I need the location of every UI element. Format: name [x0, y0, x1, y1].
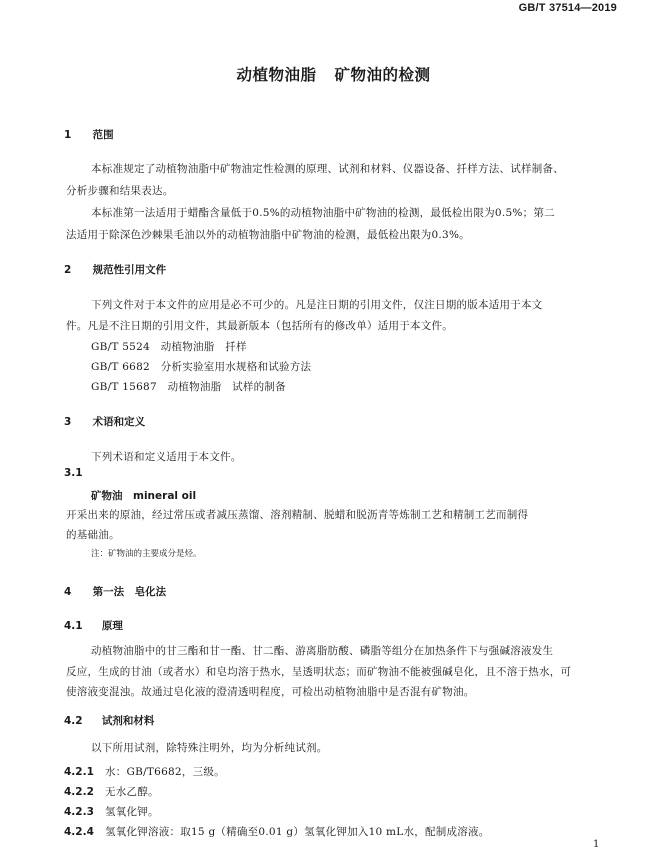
reference-item: GB/T 15687 动植物油脂 试样的制备 [91, 381, 286, 393]
reference-item: GB/T 5524 动植物油脂 扦样 [91, 341, 247, 353]
section-1-heading [64, 127, 114, 142]
item-number: 4.2.1 [64, 766, 94, 778]
paragraph-line: 以下所用试剂，除特殊注明外，均为分析纯试剂。 [91, 742, 328, 754]
list-item [64, 760, 225, 779]
section-number: 4.1 [64, 620, 83, 632]
paragraph-line: 使溶液变混浊。故通过皂化液的澄清透明程度，可检出动植物油脂中是否混有矿物油。 [66, 686, 475, 698]
item-text: 氢氧化钾。 [105, 806, 159, 818]
section-title: 原理 [101, 620, 123, 632]
subsection-number: 3.1 [64, 467, 83, 479]
section-number: 3 [64, 416, 72, 428]
section-2-heading [64, 262, 166, 277]
title-part-2: 矿物油的检测 [334, 66, 431, 84]
paragraph-line: 动植物油脂中的甘三酯和甘一酯、甘二酯、游离脂肪酸、磷脂等组分在加热条件下与强碱溶液发生 [91, 645, 554, 657]
section-title: 试剂和材料 [101, 715, 155, 727]
section-title: 第一法 皂化法 [92, 586, 167, 598]
term-entry: 矿物油 mineral oil [91, 490, 197, 502]
section-4-1-heading [64, 618, 123, 633]
section-number: 4 [64, 586, 72, 598]
section-3-heading [64, 414, 145, 429]
item-text: 无水乙醇。 [105, 786, 159, 798]
item-text: 氢氧化钾溶液：取15 g（精确至0.01 g）氢氧化钾加入10 mL水，配制成溶液。 [105, 826, 490, 838]
paragraph-line: 开采出来的原油，经过常压或者减压蒸馏、溶剂精制、脱蜡和脱沥青等炼制工艺和精制工艺而制得 [66, 509, 529, 521]
item-text: 水：GB/T6682，三级。 [105, 766, 225, 778]
section-4-2-heading [64, 713, 154, 728]
section-number: 1 [64, 129, 72, 141]
section-title: 规范性引用文件 [92, 264, 167, 276]
paragraph-line: 件。凡是不注日期的引用文件，其最新版本（包括所有的修改单）适用于本文件。 [66, 320, 453, 332]
section-title: 范围 [92, 129, 114, 141]
note: 注：矿物油的主要成分是烃。 [91, 549, 202, 559]
reference-item: GB/T 6682 分析实验室用水规格和试验方法 [91, 361, 312, 373]
page-number: 1 [593, 839, 600, 850]
item-number: 4.2.2 [64, 786, 94, 798]
paragraph-line: 本标准规定了动植物油脂中矿物油定性检测的原理、试剂和材料、仪器设备、扦样方法、试样制备、 [91, 163, 564, 175]
paragraph-line: 法适用于除深色沙棘果毛油以外的动植物油脂中矿物油的检测，最低检出限为0.3%。 [66, 229, 470, 241]
paragraph-line: 反应，生成的甘油（或者水）和皂均溶于热水，呈透明状态；而矿物油不能被强碱皂化，且不溶于热水，可 [66, 666, 572, 678]
section-number: 2 [64, 264, 72, 276]
paragraph-line: 分析步骤和结果表达。 [66, 185, 174, 197]
paragraph-line: 的基础油。 [66, 529, 120, 541]
list-item [64, 780, 159, 799]
title-part-1: 动植物油脂 [236, 66, 317, 84]
paragraph-line: 下列术语和定义适用于本文件。 [91, 451, 242, 463]
section-4-heading [64, 584, 166, 599]
document-title [0, 63, 667, 85]
item-number: 4.2.4 [64, 826, 94, 838]
paragraph-line: 下列文件对于本文件的应用是必不可少的。凡是注日期的引用文件，仅注日期的版本适用于本文 [91, 299, 543, 311]
paragraph-line: 本标准第一法适用于蜡酯含量低于0.5%的动植物油脂中矿物油的检测，最低检出限为0.5%；第二 [91, 207, 555, 219]
section-number: 4.2 [64, 715, 83, 727]
item-number: 4.2.3 [64, 806, 94, 818]
list-item [64, 800, 159, 819]
list-item [64, 820, 489, 839]
section-title: 术语和定义 [92, 416, 146, 428]
standard-code: GB/T 37514—2019 [518, 2, 617, 14]
